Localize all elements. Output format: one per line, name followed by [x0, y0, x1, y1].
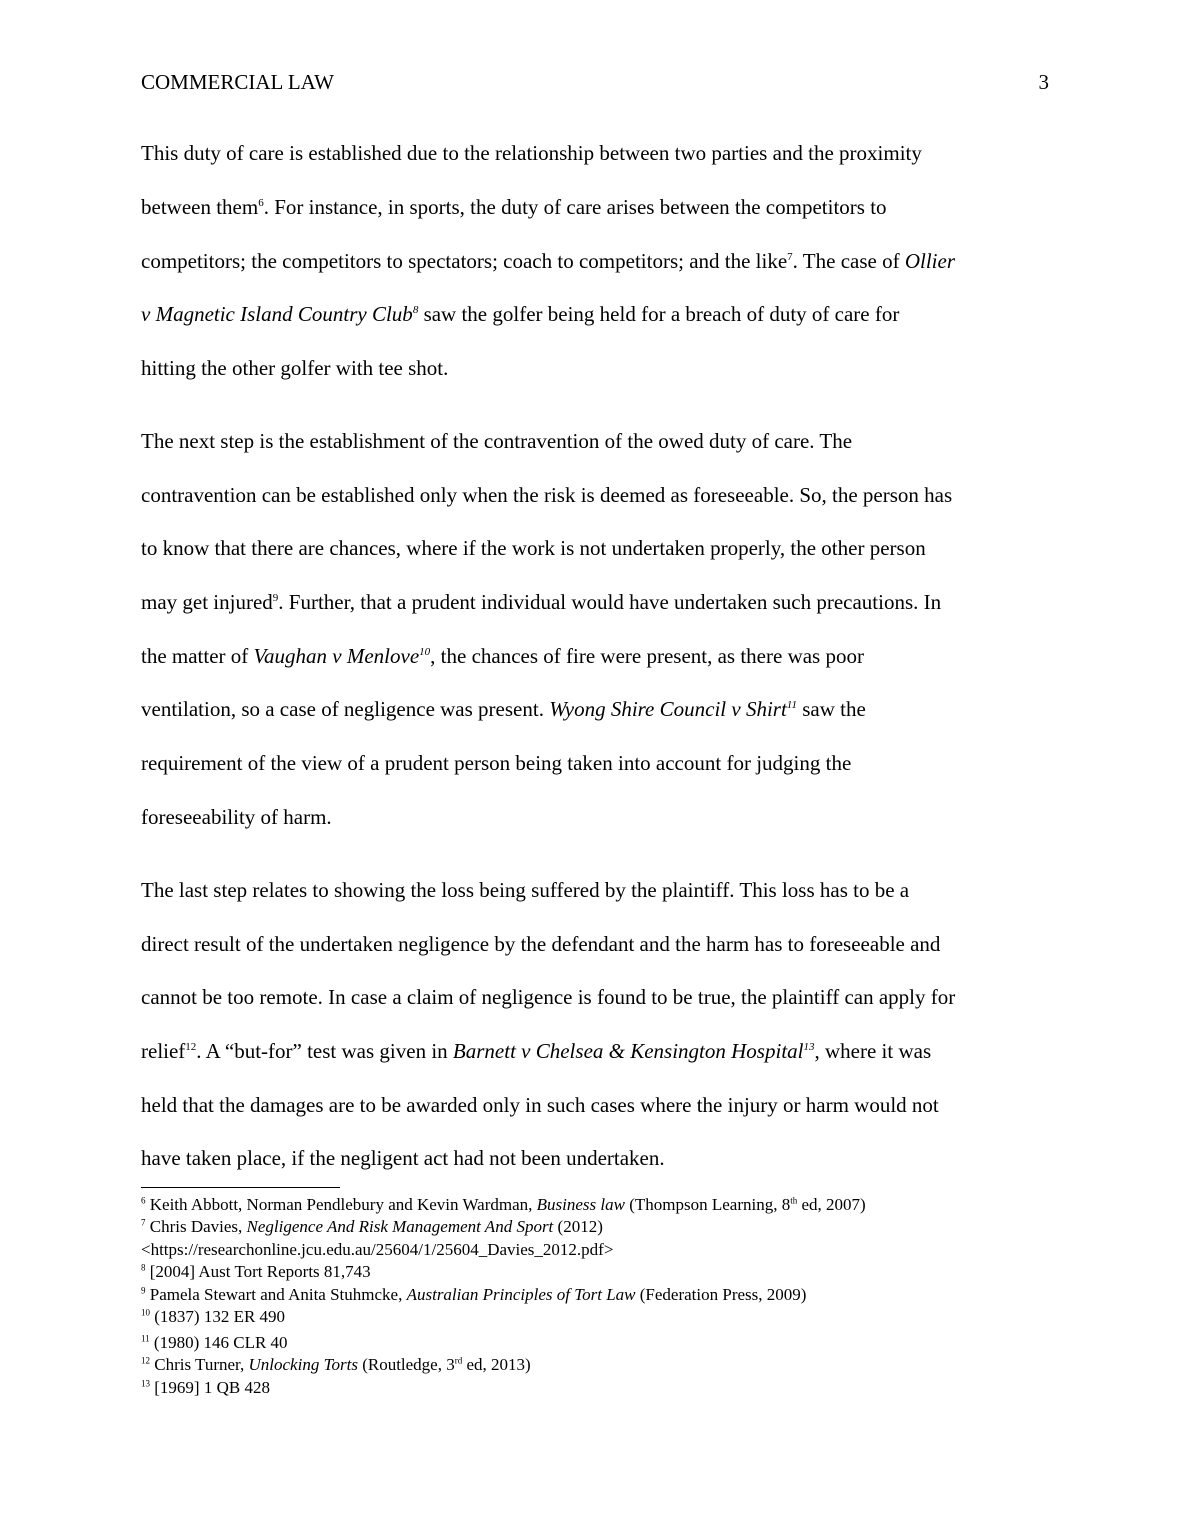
footnote-ref: 6 [258, 197, 264, 209]
footnote-ref: 13 [803, 1041, 815, 1053]
text-line: contravention can be established only when the risk is deemed as foreseeable. So, the person has [141, 483, 953, 507]
footnote: $^{12}$ Chris Turner, Unlocking Torts (Routledge, 3rd ed, 2013) [141, 1355, 531, 1374]
case-name: v Magnetic Island Country Club [141, 302, 413, 326]
footnote: $^{10}$ (1837) 132 ER 490 [141, 1307, 286, 1326]
text-line: hitting the other golfer with tee shot. [141, 356, 449, 380]
footnote-ref: 11 [786, 699, 797, 711]
footnote: $^7$ Chris Davies, Negligence And Risk Management And Sport (2012) [141, 1217, 603, 1236]
case-name: Barnett v Chelsea & Kensington Hospital [452, 1039, 804, 1063]
case-name: Ollier [904, 249, 955, 273]
text-line: have taken place, if the negligent act had not been undertaken. [141, 1146, 665, 1170]
text-line: The next step is the establishment of the contravention of the owed duty of care. The [141, 429, 853, 453]
footnote: $^6$ Keith Abbott, Norman Pendlebury and Kevin Wardman, Business law (Thompson Learning, 8th ed, 2007) [141, 1195, 866, 1214]
footnote: $^{11}$ (1980) 146 CLR 40 [141, 1333, 288, 1352]
text-line: foreseeability of harm. [141, 805, 332, 829]
text-line: the matter of Vaughan v Menlove$^{10}$, the chances of fire were present, as there was poor [141, 644, 864, 668]
footnote-ref: 10 [419, 646, 431, 658]
text-line: direct result of the undertaken negligence by the defendant and the harm has to foreseeable and [141, 932, 941, 956]
footnote-url: <https://researchonline.jcu.edu.au/25604/1/25604_Davies_2012.pdf> [141, 1240, 614, 1259]
text-line: between them$^6$. For instance, in sports, the duty of care arises between the competitors to [141, 195, 887, 219]
text-line: cannot be too remote. In case a claim of negligence is found to be true, the plaintiff can apply for [141, 985, 956, 1009]
footnote-separator [141, 1187, 340, 1188]
text-line: may get injured$^9$. Further, that a prudent individual would have undertaken such precautions. In [141, 590, 942, 614]
text-line: ventilation, so a case of negligence was present. Wyong Shire Council v Shirt$^{11}$ saw the [141, 697, 866, 721]
text-line: relief$^{12}$. A “but-for” test was given in Barnett v Chelsea & Kensington Hospital$^{13}$, where it was [141, 1039, 932, 1063]
footnote: $^{13}$ [1969] 1 QB 428 [141, 1378, 270, 1397]
text-line: to know that there are chances, where if the work is not undertaken properly, the other person [141, 536, 926, 560]
text-line: held that the damages are to be awarded only in such cases where the injury or harm would not [141, 1093, 939, 1117]
text-line: The last step relates to showing the loss being suffered by the plaintiff. This loss has to be a [141, 878, 910, 902]
case-name: Vaughan v Menlove [253, 644, 420, 668]
footnote-ref: 7 [787, 251, 793, 263]
page-number: 3 [1038, 70, 1049, 94]
footnote-ref: 8 [412, 304, 419, 316]
footnote: $^9$ Pamela Stewart and Anita Stuhmcke, Australian Principles of Tort Law (Federation Press, 2009) [141, 1285, 807, 1304]
footnote-ref: 12 [185, 1041, 197, 1053]
footnote-ref: 9 [272, 592, 279, 604]
text-line: competitors; the competitors to spectators; coach to competitors; and the like$^7$. The case of Ollier [141, 249, 955, 273]
footnote: $^8$ [2004] Aust Tort Reports 81,743 [141, 1262, 371, 1281]
text-line: requirement of the view of a prudent person being taken into account for judging the [141, 751, 852, 775]
text-line: v Magnetic Island Country Club$^8$ saw the golfer being held for a breach of duty of care for [141, 302, 900, 326]
running-head: COMMERCIAL LAW [141, 70, 334, 94]
case-name: Wyong Shire Council v Shirt [549, 697, 787, 721]
text-line: This duty of care is established due to the relationship between two parties and the proximity [141, 141, 922, 165]
